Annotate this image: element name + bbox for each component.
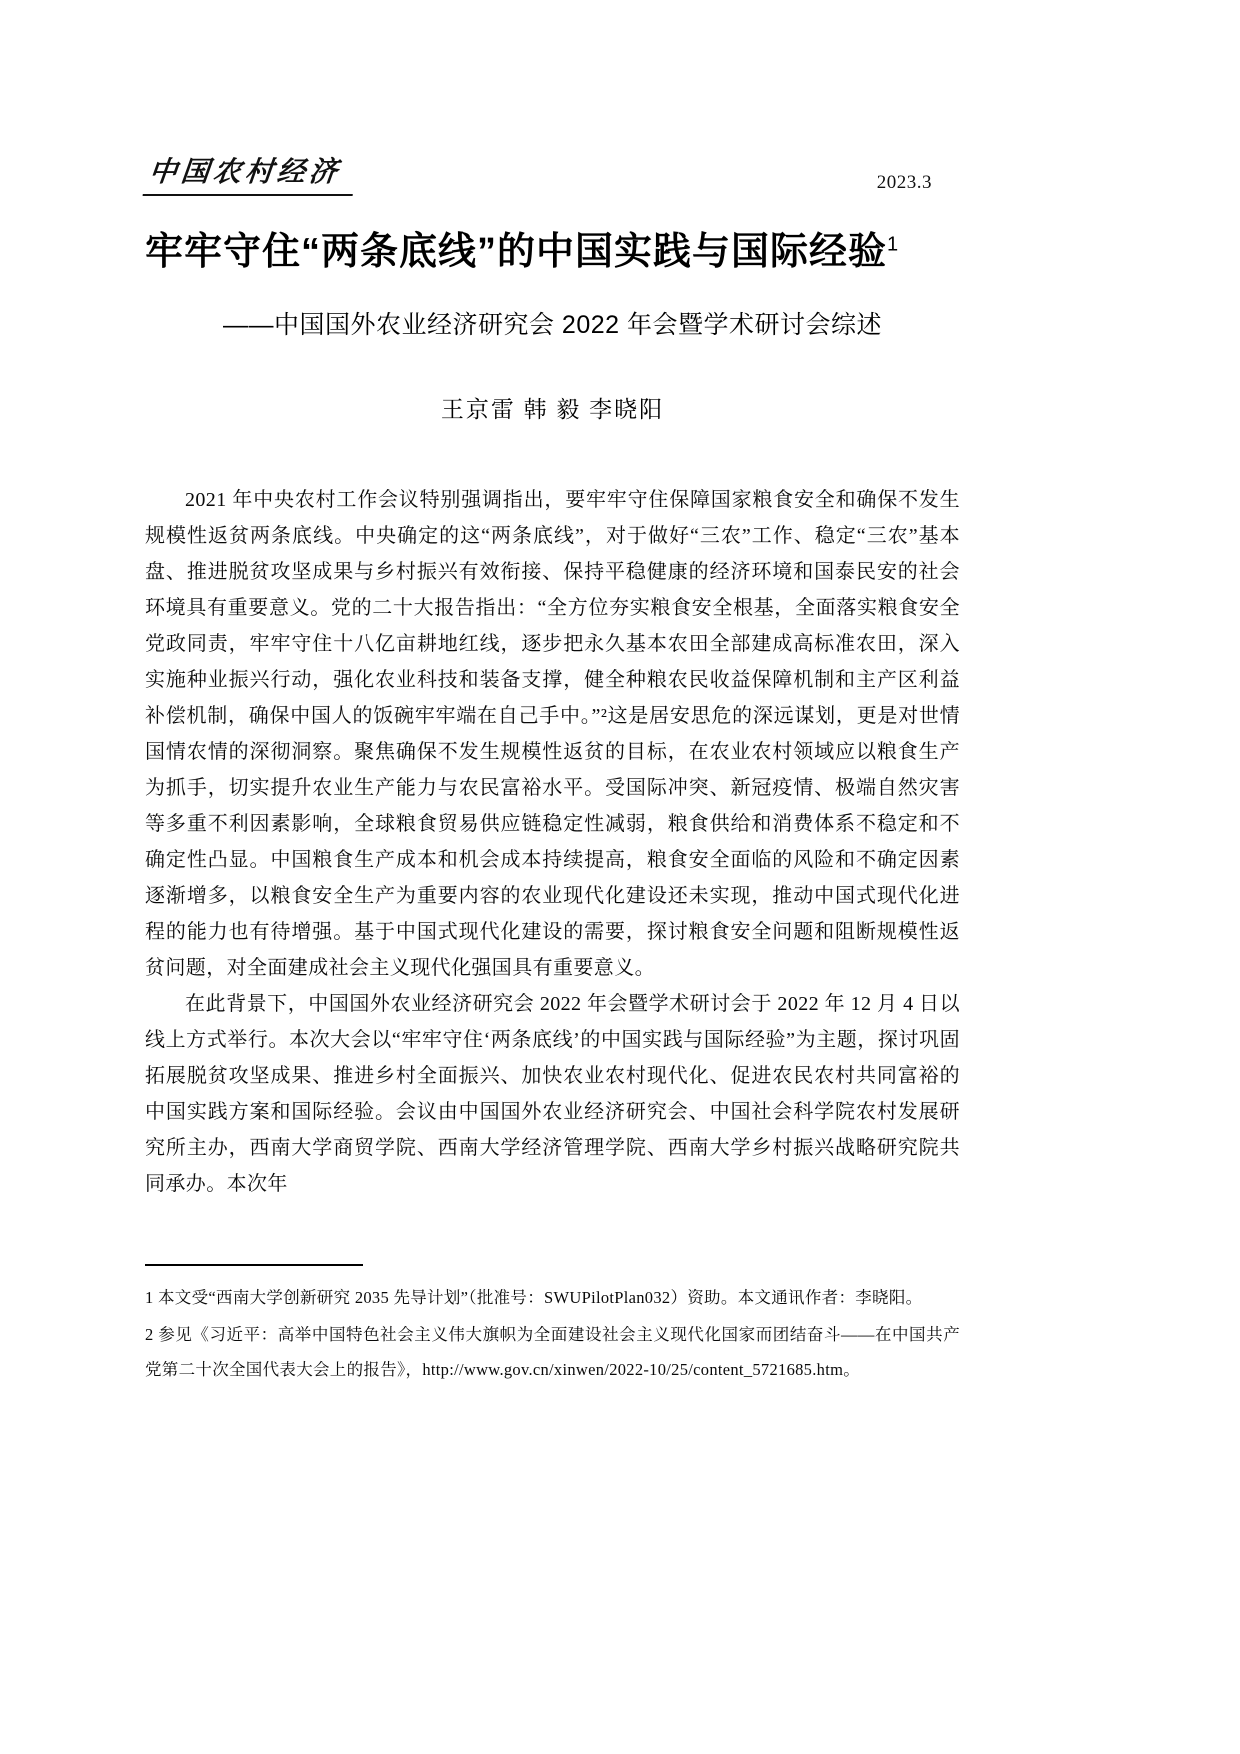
footnote-separator <box>145 1264 363 1266</box>
page-title-text: 牢牢守住“两条底线”的中国实践与国际经验 <box>145 231 888 273</box>
authors-line: 王京雷 韩 毅 李晓阳 <box>440 397 665 423</box>
page-header <box>145 148 960 196</box>
footnote-item: 1 本文受“西南大学创新研究 2035 先导计划”（批准号：SWUPilotPlan032）资助。本文通讯作者：李晓阳。 <box>145 1288 923 1308</box>
article-body <box>145 482 960 1202</box>
page-title <box>145 226 960 280</box>
page-subtitle: ——中国国外农业经济研究会 2022 年会暨学术研讨会综述 <box>222 311 882 340</box>
journal-logo: 中国农村经济 <box>143 150 358 196</box>
footnote-item: 2 参见《习近平：高举中国特色社会主义伟大旗帜为全面建设社会主义现代化国家而团结奋斗——在中国共产党第二十次全国代表大会上的报告》，http://www.gov.cn/xinwen/2022-10/25/content_5721685.htm。 <box>145 1325 960 1380</box>
title-footnote-ref: 1 <box>887 233 900 256</box>
issue-date: 2023.3 <box>876 172 932 193</box>
body-paragraph: 在此背景下，中国国外农业经济研究会 2022 年会暨学术研讨会于 2022 年 12 月 4 日以线上方式举行。本次大会以“牢牢守住‘两条底线’的中国实践与国际经验”为主题，探讨巩固拓展脱贫攻坚成果、推进乡村全面振兴、加快农业农村现代化、促进农民农村共同富裕的中国实践方案和国际经验。会议由中国国外农业经济研究会、中国社会科学院农村发展研究所主办，西南大学商贸学院、西南大学经济管理学院、西南大学乡村振兴战略研究院共同承办。本次年 <box>145 993 960 1196</box>
body-paragraph: 2021 年中央农村工作会议特别强调指出，要牢牢守住保障国家粮食安全和确保不发生规模性返贫两条底线。中央确定的这“两条底线”，对于做好“三农”工作、稳定“三农”基本盘、推进脱贫攻坚成果与乡村振兴有效衔接、保持平稳健康的经济环境和国泰民安的社会环境具有重要意义。党的二十大报告指出：“全方位夯实粮食安全根基，全面落实粮食安全党政同责，牢牢守住十八亿亩耕地红线，逐步把永久基本农田全部建成高标准农田，深入实施种业振兴行动，强化农业科技和装备支撑，健全种粮农民收益保障机制和主产区利益补偿机制，确保中国人的饭碗牢牢端在自己手中。”²这是居安思危的深远谋划，更是对世情国情农情的深彻洞察。聚焦确保不发生规模性返贫的目标，在农业农村领域应以粮食生产为抓手，切实提升农业生产能力与农民富裕水平。受国际冲突、新冠疫情、极端自然灾害等多重不利因素影响，全球粮食贸易供应链稳定性减弱，粮食供给和消费体系不稳定和不确定性凸显。中国粮食生产成本和机会成本持续提高，粮食安全面临的风险和不确定因素逐渐增多，以粮食安全生产为重要内容的农业现代化建设还未实现，推动中国式现代化进程的能力也有待增强。基于中国式现代化建设的需要，探讨粮食安全问题和阻断规模性返贫问题，对全面建成社会主义现代化强国具有重要意义。 <box>145 489 960 980</box>
footnotes-section <box>145 1264 960 1387</box>
